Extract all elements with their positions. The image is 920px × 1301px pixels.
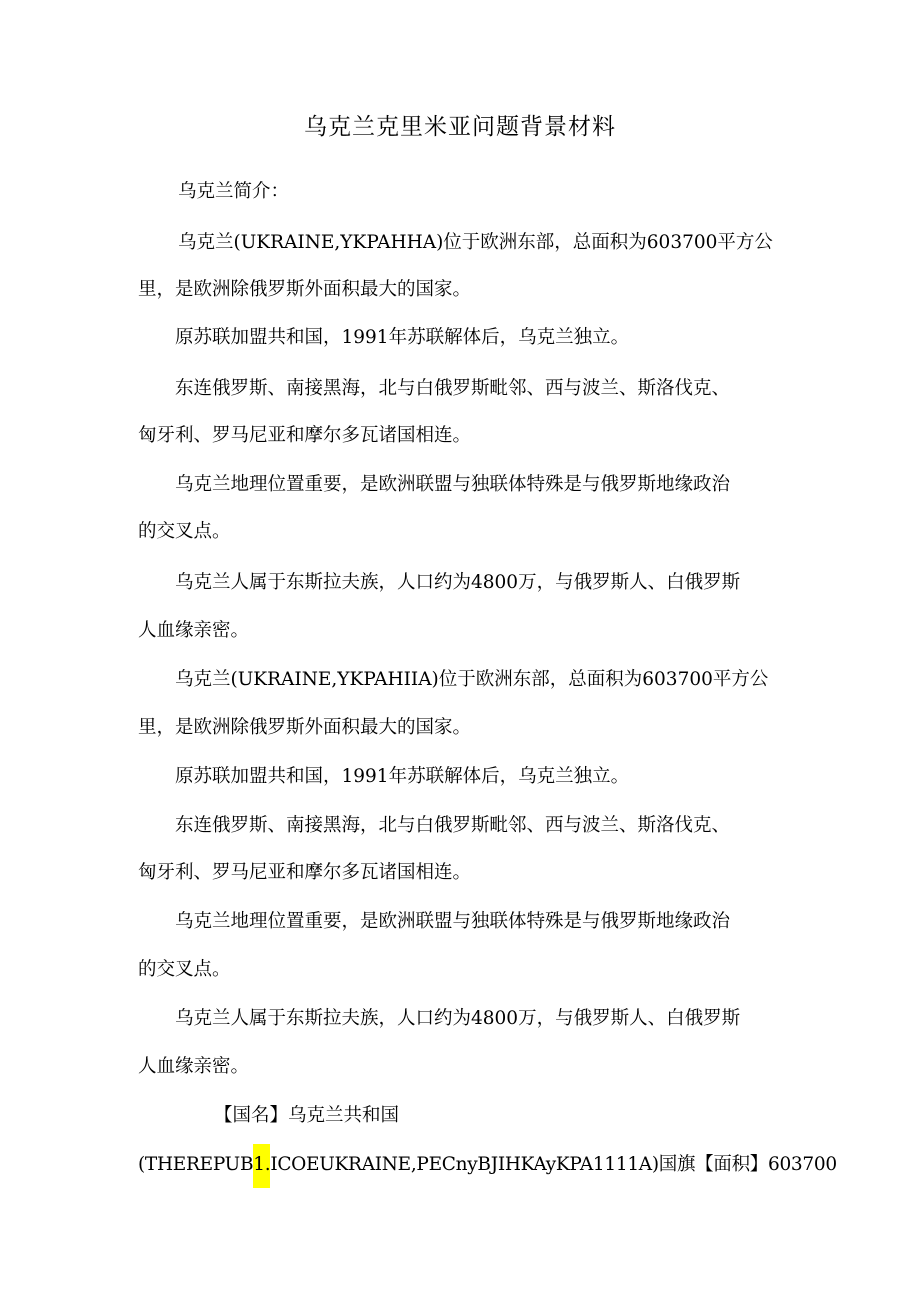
- text-line: 乌克兰简介：: [178, 181, 290, 202]
- document-title: 乌克兰克里米亚问题背景材料: [304, 114, 616, 140]
- text-segment: ICOEUKRAINE,PECnyBJIHKAyKPA1111A)国旗【面积】603700: [270, 1154, 837, 1175]
- text-line: 原苏联加盟共和国，1991年苏联解体后，乌克兰独立。: [175, 327, 630, 348]
- text-line: 乌克兰人属于东斯拉夫族，人口约为4800万，与俄罗斯人、白俄罗斯: [175, 1008, 741, 1029]
- highlighted-text: 1.: [253, 1144, 270, 1188]
- text-line: 乌克兰地理位置重要，是欧洲联盟与独联体特殊是与俄罗斯地缘政治: [175, 474, 731, 495]
- text-line: 乌克兰地理位置重要，是欧洲联盟与独联体特殊是与俄罗斯地缘政治: [175, 911, 731, 932]
- text-line: 匈牙利、罗马尼亚和摩尔多瓦诸国相连。: [138, 862, 472, 883]
- text-line: 里，是欧洲除俄罗斯外面积最大的国家。: [138, 717, 472, 738]
- text-line: [138, 1150, 837, 1188]
- text-line: 的交叉点。: [138, 959, 231, 980]
- text-line: 里，是欧洲除俄罗斯外面积最大的国家。: [138, 279, 472, 300]
- text-line: 人血缘亲密。: [138, 620, 250, 641]
- text-segment: (THEREPUB: [138, 1154, 254, 1175]
- text-line: 东连俄罗斯、南接黑海，北与白俄罗斯毗邻、西与波兰、斯洛伐克、: [175, 378, 731, 399]
- text-line: 匈牙利、罗马尼亚和摩尔多瓦诸国相连。: [138, 425, 472, 446]
- text-line: 乌克兰(UKRAINE,YKPAHIIA)位于欧洲东部，总面积为603700平方公: [175, 669, 769, 690]
- text-line: 原苏联加盟共和国，1991年苏联解体后，乌克兰独立。: [175, 766, 630, 787]
- text-line: 人血缘亲密。: [138, 1056, 250, 1077]
- text-line: 的交叉点。: [138, 521, 231, 542]
- text-line: 东连俄罗斯、南接黑海，北与白俄罗斯毗邻、西与波兰、斯洛伐克、: [175, 815, 731, 836]
- text-line: 乌克兰(UKRAINE,YKPAHHA)位于欧洲东部，总面积为603700平方公: [178, 232, 773, 253]
- text-line: 【国名】乌克兰共和国: [214, 1105, 400, 1126]
- text-line: 乌克兰人属于东斯拉夫族，人口约为4800万，与俄罗斯人、白俄罗斯: [175, 572, 741, 593]
